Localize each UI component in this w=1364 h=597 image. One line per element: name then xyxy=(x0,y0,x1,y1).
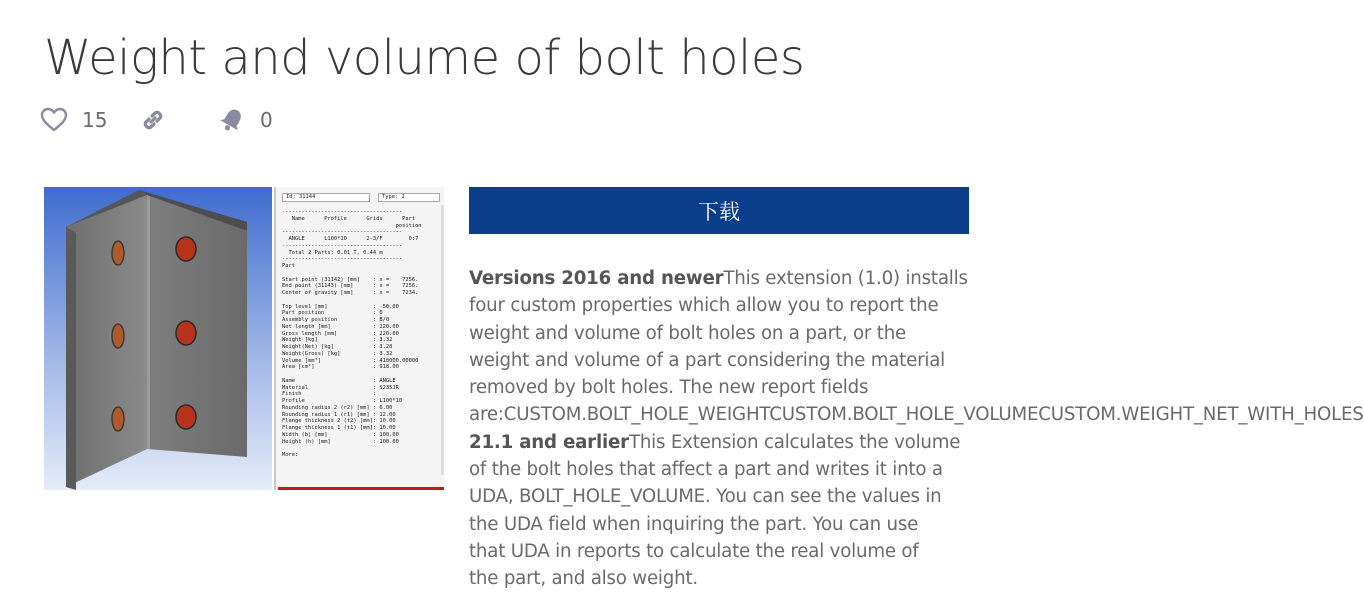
notify-button[interactable] xyxy=(218,104,273,136)
link-icon xyxy=(138,105,168,135)
type-field: Type: 2 xyxy=(378,193,440,202)
versions-heading: Versions 2016 and newer xyxy=(469,268,724,289)
like-count: 15 xyxy=(82,108,108,132)
inquiry-panel xyxy=(274,187,444,490)
model-view xyxy=(44,187,272,490)
page-title: Weight and volume of bolt holes xyxy=(44,30,805,86)
download-button[interactable]: 下载 xyxy=(469,187,969,234)
like-button[interactable] xyxy=(40,104,107,136)
id-field: Id: 31144 xyxy=(282,193,370,202)
description: Versions 2016 and newerThis extension (1.0) installs four custom properties which allow you to report the weight and volume of bolt holes on a part, or the weight and volume of a part considering the material removed by bolt holes. The new report fields are:CUSTOM.BOLT_HOLE_WEIGHTCUSTOM.BOLT_HOLE_VOLUMECUSTOM.WEIGHT_NET_WITH_HOLES 21.1 and earlierThis Extension calculates the volume of the bolt holes that affect a part and writes it into a UDA, BOLT_HOLE_VOLUME. You can see the values in the UDA field when inquiring the part. You can use that UDA in reports to calculate the real volume of the part, and also weight. xyxy=(469,268,1364,590)
inquiry-report: ------------------------------------- Name Profile Grids Part position ------------------------------------- ANGLE L100*10 2-3/F 0:7 ------------------------------------- Total 2 Parts: 0.01 T, 0.44 m ------------------------------------- Part Start point (31142) [mm] : x = 7256. End point (31143) [mm] : x = 7256. Center of gravity [mm] : x = 7234. Top level [mm] : -50.00 Part position : 0 Assembly position : B/0 Net length [mm] : 220.00 Gross length [mm] : 220.00 Weight [kg] : 3.32 Weight(Net) [kg] : 3.28 Weight(Gross) [kg] : 3.32 Volume [mm³] : 418000.00000 Area [cm²] : 918.00 Name : ANGLE Material : S235JR Finish : Profile : L100*10 Rounding radius 2 (r2) [mm] : 6.00 Rounding radius 1 (r1) [mm] : 12.00 Flange thickness 2 (t2) [mm]: 10.00 Flange thickness 1 (t1) [mm]: 10.00 Width (b) [mm] : 100.00 Height (h) [mm] : 100.00 More: xyxy=(282,209,422,458)
inquiry-more-bar xyxy=(278,487,444,490)
bell-icon xyxy=(218,106,246,134)
inquiry-scrollbar xyxy=(441,205,444,475)
extension-screenshot xyxy=(44,187,444,490)
heart-outline-icon xyxy=(40,107,68,133)
stats-bar xyxy=(40,104,300,136)
inquiry-header xyxy=(282,193,442,203)
legacy-versions-heading: 21.1 and earlier xyxy=(469,431,629,453)
notification-count: 0 xyxy=(260,108,273,132)
copy-link-button[interactable] xyxy=(138,104,168,136)
